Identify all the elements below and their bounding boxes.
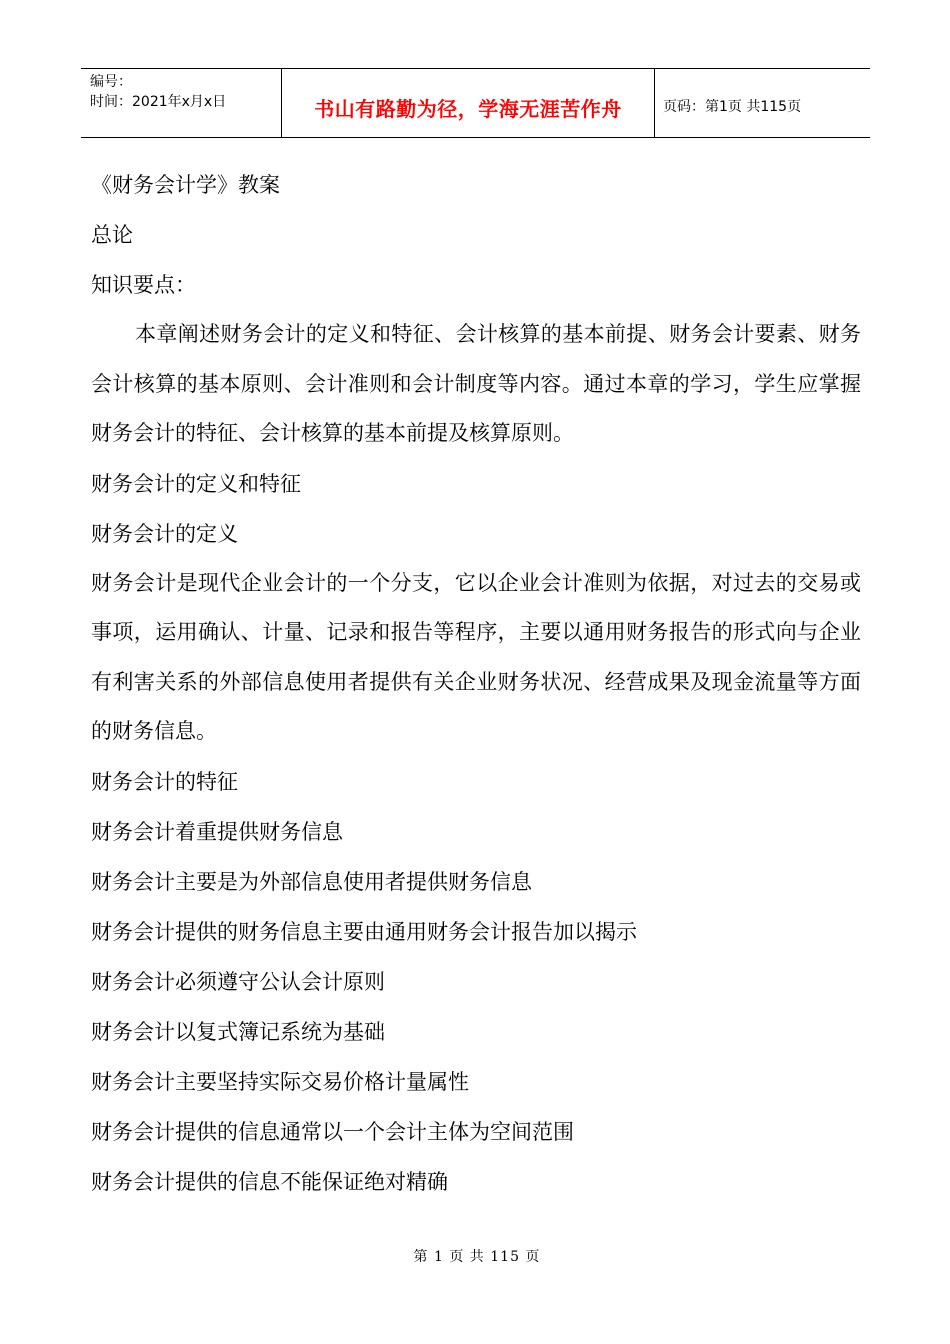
intro-paragraph: 本章阐述财务会计的定义和特征、会计核算的基本前提、财务会计要素、财务会计核算的基本原则、会计准则和会计制度等内容。通过本章的学习，学生应掌握财务会计的特征、会计核算的基本前提及核算原则。: [91, 322, 861, 445]
document-title: 《财务会计学》教案: [91, 173, 280, 197]
document-body: [91, 160, 861, 1207]
feature-item: 财务会计提供的信息通常以一个会计主体为空间范围: [91, 1119, 574, 1144]
feature-item: 财务会计以复式簿记系统为基础: [91, 1019, 385, 1044]
header-meta-cell: [81, 69, 282, 137]
header-motto-cell: [282, 69, 655, 137]
definition-paragraph: 财务会计是现代企业会计的一个分支，它以企业会计准则为依据，对过去的交易或事项，运用确认、计量、记录和报告等程序，主要以通用财务报告的形式向与企业有利害关系的外部信息使用者提供有关企业财务状况、经营成果及现金流量等方面的财务信息。: [91, 570, 861, 743]
key-points-label: 知识要点：: [91, 273, 196, 297]
feature-item: 财务会计主要坚持实际交易价格计量属性: [91, 1069, 469, 1094]
feature-item: 财务会计提供的财务信息主要由通用财务会计报告加以揭示: [91, 919, 637, 944]
header-page-info: 页码：第1页 共115页: [663, 99, 802, 115]
subsection-heading-definition: 财务会计的定义: [91, 521, 238, 546]
feature-item: 财务会计提供的信息不能保证绝对精确: [91, 1169, 448, 1194]
chapter-heading: 总论: [91, 223, 133, 247]
feature-item: 财务会计必须遵守公认会计原则: [91, 969, 385, 994]
feature-item: 财务会计着重提供财务信息: [91, 819, 343, 844]
header-motto: 书山有路勤为径，学海无涯苦作舟: [314, 96, 622, 121]
document-header: [81, 68, 870, 138]
subsection-heading-features: 财务会计的特征: [91, 769, 238, 794]
footer-page-number: 第 1 页 共 115 页: [413, 1249, 541, 1265]
document-date-label: 时间：2021年x月x日: [90, 94, 227, 110]
document-number-label: 编号：: [90, 74, 132, 90]
section-heading-definition-features: 财务会计的定义和特征: [91, 471, 301, 496]
header-page-cell: [655, 69, 870, 137]
feature-item: 财务会计主要是为外部信息使用者提供财务信息: [91, 869, 532, 894]
page-footer: [0, 1246, 950, 1266]
